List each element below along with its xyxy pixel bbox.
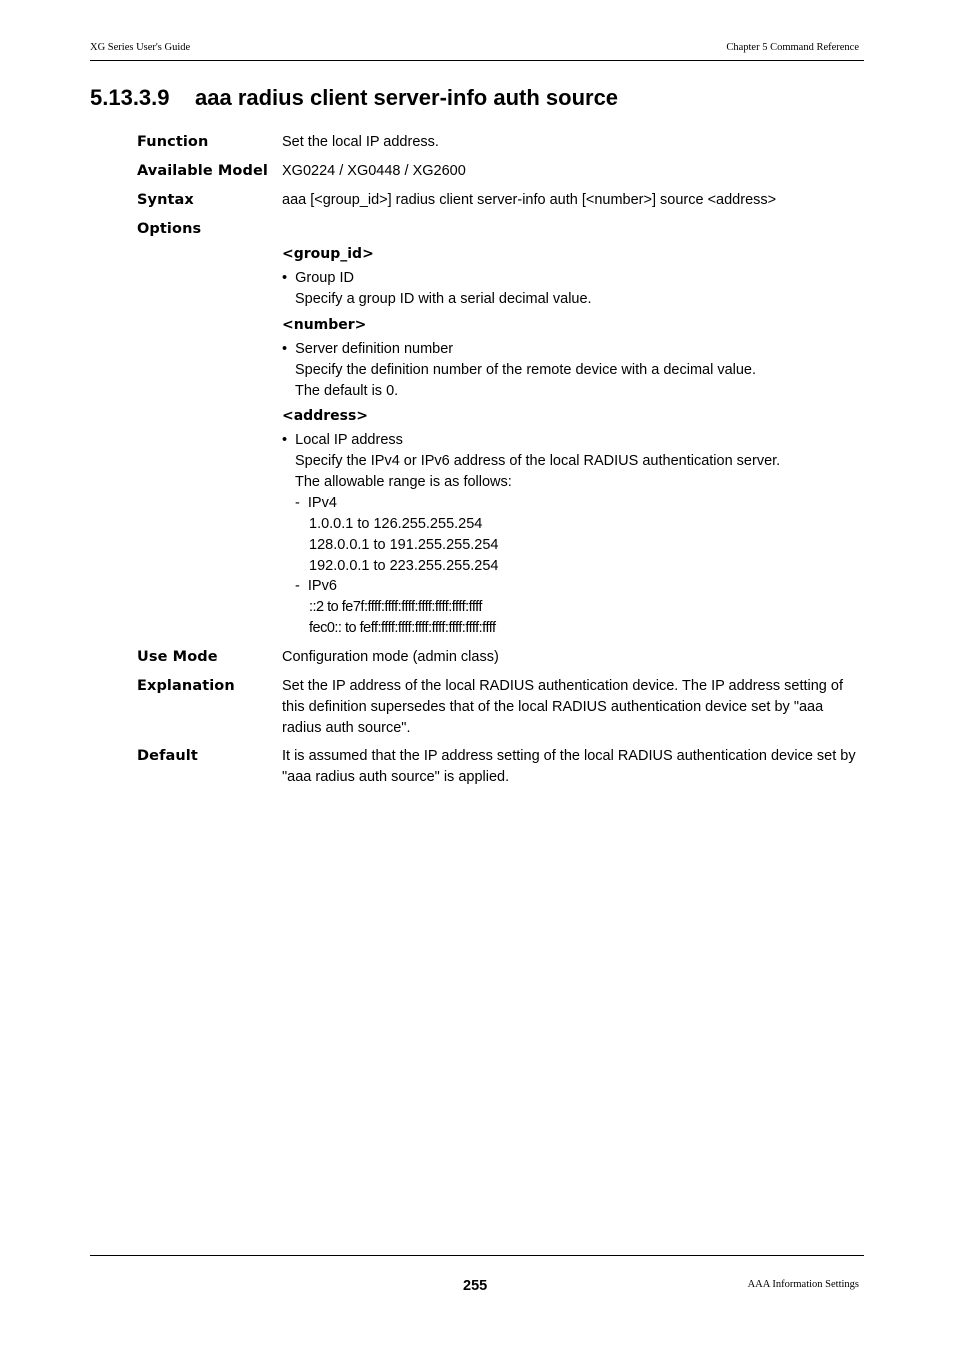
default-term: Default xyxy=(137,748,198,764)
ipv6-label: - IPv6 xyxy=(295,578,337,594)
section-title xyxy=(90,85,618,111)
header-rule xyxy=(90,60,864,61)
option-address-line: The allowable range is as follows: xyxy=(295,474,512,490)
option-number-line: The default is 0. xyxy=(295,383,399,399)
option-group-id-line: Specify a group ID with a serial decimal value. xyxy=(295,291,592,307)
option-number: <number> xyxy=(282,317,367,333)
option-address-bullet: • Local IP address xyxy=(282,432,403,448)
ipv4-range: 192.0.0.1 to 223.255.255.254 xyxy=(309,558,499,574)
ipv4-range: 1.0.0.1 to 126.255.255.254 xyxy=(309,516,483,532)
footer-rule xyxy=(90,1255,864,1256)
ipv6-range: fec0:: to feff:ffff:ffff:ffff:ffff:ffff:ffff:ffff xyxy=(309,620,496,636)
option-number-bullet: • Server definition number xyxy=(282,341,454,357)
syntax-term: Syntax xyxy=(137,192,194,208)
page-number: 255 xyxy=(463,1278,488,1294)
default-desc: It is assumed that the IP address setting of the local RADIUS authentication device set by "aaa radius auth source" is applied. xyxy=(282,748,856,785)
ipv4-range: 128.0.0.1 to 191.255.255.254 xyxy=(309,537,499,553)
function-desc: Set the local IP address. xyxy=(282,134,439,150)
options-term: Options xyxy=(137,221,202,237)
section-heading: aaa radius client server-info auth source xyxy=(195,85,619,110)
ipv6-range: ::2 to fe7f:ffff:ffff:ffff:ffff:ffff:ffff:ffff xyxy=(309,599,482,615)
function-term: Function xyxy=(137,134,209,150)
option-number-line: Specify the definition number of the remote device with a decimal value. xyxy=(295,362,757,378)
option-group-id-bullet: • Group ID xyxy=(282,270,354,286)
option-address-line: Specify the IPv4 or IPv6 address of the local RADIUS authentication server. xyxy=(295,453,781,469)
use-mode-term: Use Mode xyxy=(137,649,218,665)
use-mode-desc: Configuration mode (admin class) xyxy=(282,649,499,665)
option-group-id: <group_id> xyxy=(282,246,374,262)
running-header-right: Chapter 5 Command Reference xyxy=(726,42,859,53)
running-header-left: XG Series User's Guide xyxy=(90,42,191,53)
syntax-desc: aaa [<group_id>] radius client server-info auth [<number>] source <address> xyxy=(282,192,777,208)
explanation-desc: Set the IP address of the local RADIUS authentication device. The IP address setting of this definition supersedes that of the local RADIUS authentication device set by "aaa radius auth source". xyxy=(282,678,843,736)
explanation-term: Explanation xyxy=(137,678,235,694)
ipv4-label: - IPv4 xyxy=(295,495,337,511)
available-model-desc: XG0224 / XG0448 / XG2600 xyxy=(282,163,466,179)
option-address: <address> xyxy=(282,408,369,424)
running-footer-right: AAA Information Settings xyxy=(747,1279,859,1290)
available-model-term: Available Model xyxy=(137,163,268,179)
section-number: 5.13.3.9 xyxy=(90,85,170,110)
